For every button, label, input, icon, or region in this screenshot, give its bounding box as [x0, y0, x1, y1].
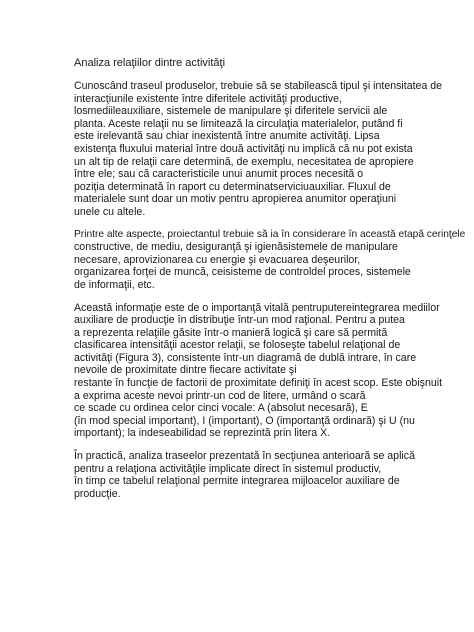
text-line: pentru a relaţiona activităţile implicate direct în sistemul productiv,	[74, 462, 382, 475]
text-line: unele cu altele.	[74, 205, 146, 218]
text-line: un alt tip de relaţii care determină, de exemplu, necesitatea de apropiere	[74, 155, 414, 168]
document-body	[74, 56, 466, 510]
paragraph-list	[74, 80, 466, 500]
text-line: organizarea forţei de muncă, ceisisteme de controldel proces, sistemele	[74, 266, 411, 279]
text-line: producţie.	[74, 487, 121, 500]
text-line: important); la indeseabilidad se reprezintă prin litera X.	[74, 427, 331, 440]
text-line: restante în funcţie de factorii de proximitate definiţi în acest scop. Este obişnuit	[74, 377, 443, 390]
text-line: de informaţii, etc.	[74, 278, 155, 291]
text-line: Cunoscând traseul produselor, trebuie să se stabilească tipul şi intensitatea de	[74, 80, 443, 92]
paragraph	[74, 80, 443, 219]
text-line: este irelevantă sau chiar inexistentă între anumite activităţi. Lipsa	[74, 130, 380, 143]
text-line: (în mod special important), I (important), O (importanţă ordinară) şi U (nu	[74, 414, 415, 427]
text-line: necesare, aprovizionarea cu energie şi evacuarea deşeurilor,	[74, 253, 361, 266]
text-line: în timp ce tabelul relaţional permite integrarea mijloacelor auxiliare de	[74, 475, 400, 488]
paragraph	[74, 450, 414, 500]
text-line: materialele sunt doar un motiv pentru apropierea anumitor operaţiuni	[74, 193, 397, 206]
text-line: între ele; sau că caracteristicile unui anumit proces necesită o	[74, 168, 364, 181]
document-title: Analiza relaţiilor dintre activităţi	[74, 57, 226, 69]
text-line: planta. Aceste relaţii nu se limitează la circulaţia materialelor, putând fi	[74, 117, 403, 130]
text-line: nevoile de proximitate dintre fiecare activitate şi	[74, 364, 297, 377]
text-line: activităţi (Figura 3), consistente într-un diagramă de dublă intrare, în care	[74, 351, 417, 364]
text-line: poziţia determinată în raport cu determinatserviciuauxiliar. Fluxul de	[74, 180, 391, 193]
text-line: existenţa fluxului material între două activităţi nu implică că nu pot exista	[74, 142, 413, 155]
text-line: a reprezenta relaţiile găsite într-o manieră logică şi care să permită	[74, 326, 388, 339]
text-line: interacţiunile existente între diferitele activităţi productive,	[74, 92, 342, 105]
text-line: În practică, analiza traseelor prezentată în secţiunea anterioară se aplică	[74, 450, 415, 463]
text-line: clasificarea intensităţii acestor relaţii, se foloseşte tabelul relaţional de	[74, 339, 401, 352]
text-line: losmediileauxiliare, sistemele de manipulare şi diferitele servicii ale	[74, 105, 388, 118]
text-line: ce scade cu ordinea celor cinci vocale: A (absolut necesară), E	[74, 402, 368, 415]
text-line: auxiliare de producţie în distribuţie într-un mod raţional. Pentru a putea	[74, 314, 405, 327]
text-line: Printre alte aspecte, proiectantul trebuie să ia în considerare în această etapă cerinţele	[74, 228, 466, 240]
text-line: a exprima aceste nevoi printr-un cod de litere, urmând o scară	[74, 389, 366, 402]
text-line: Această informaţie este de o importanţă vitală pentruputereintegrarea mediilor	[74, 301, 440, 314]
paragraph	[74, 301, 443, 441]
paragraph	[74, 228, 466, 292]
text-line: constructive, de mediu, desiguranţă şi igienăsistemele de manipulare	[74, 241, 398, 254]
